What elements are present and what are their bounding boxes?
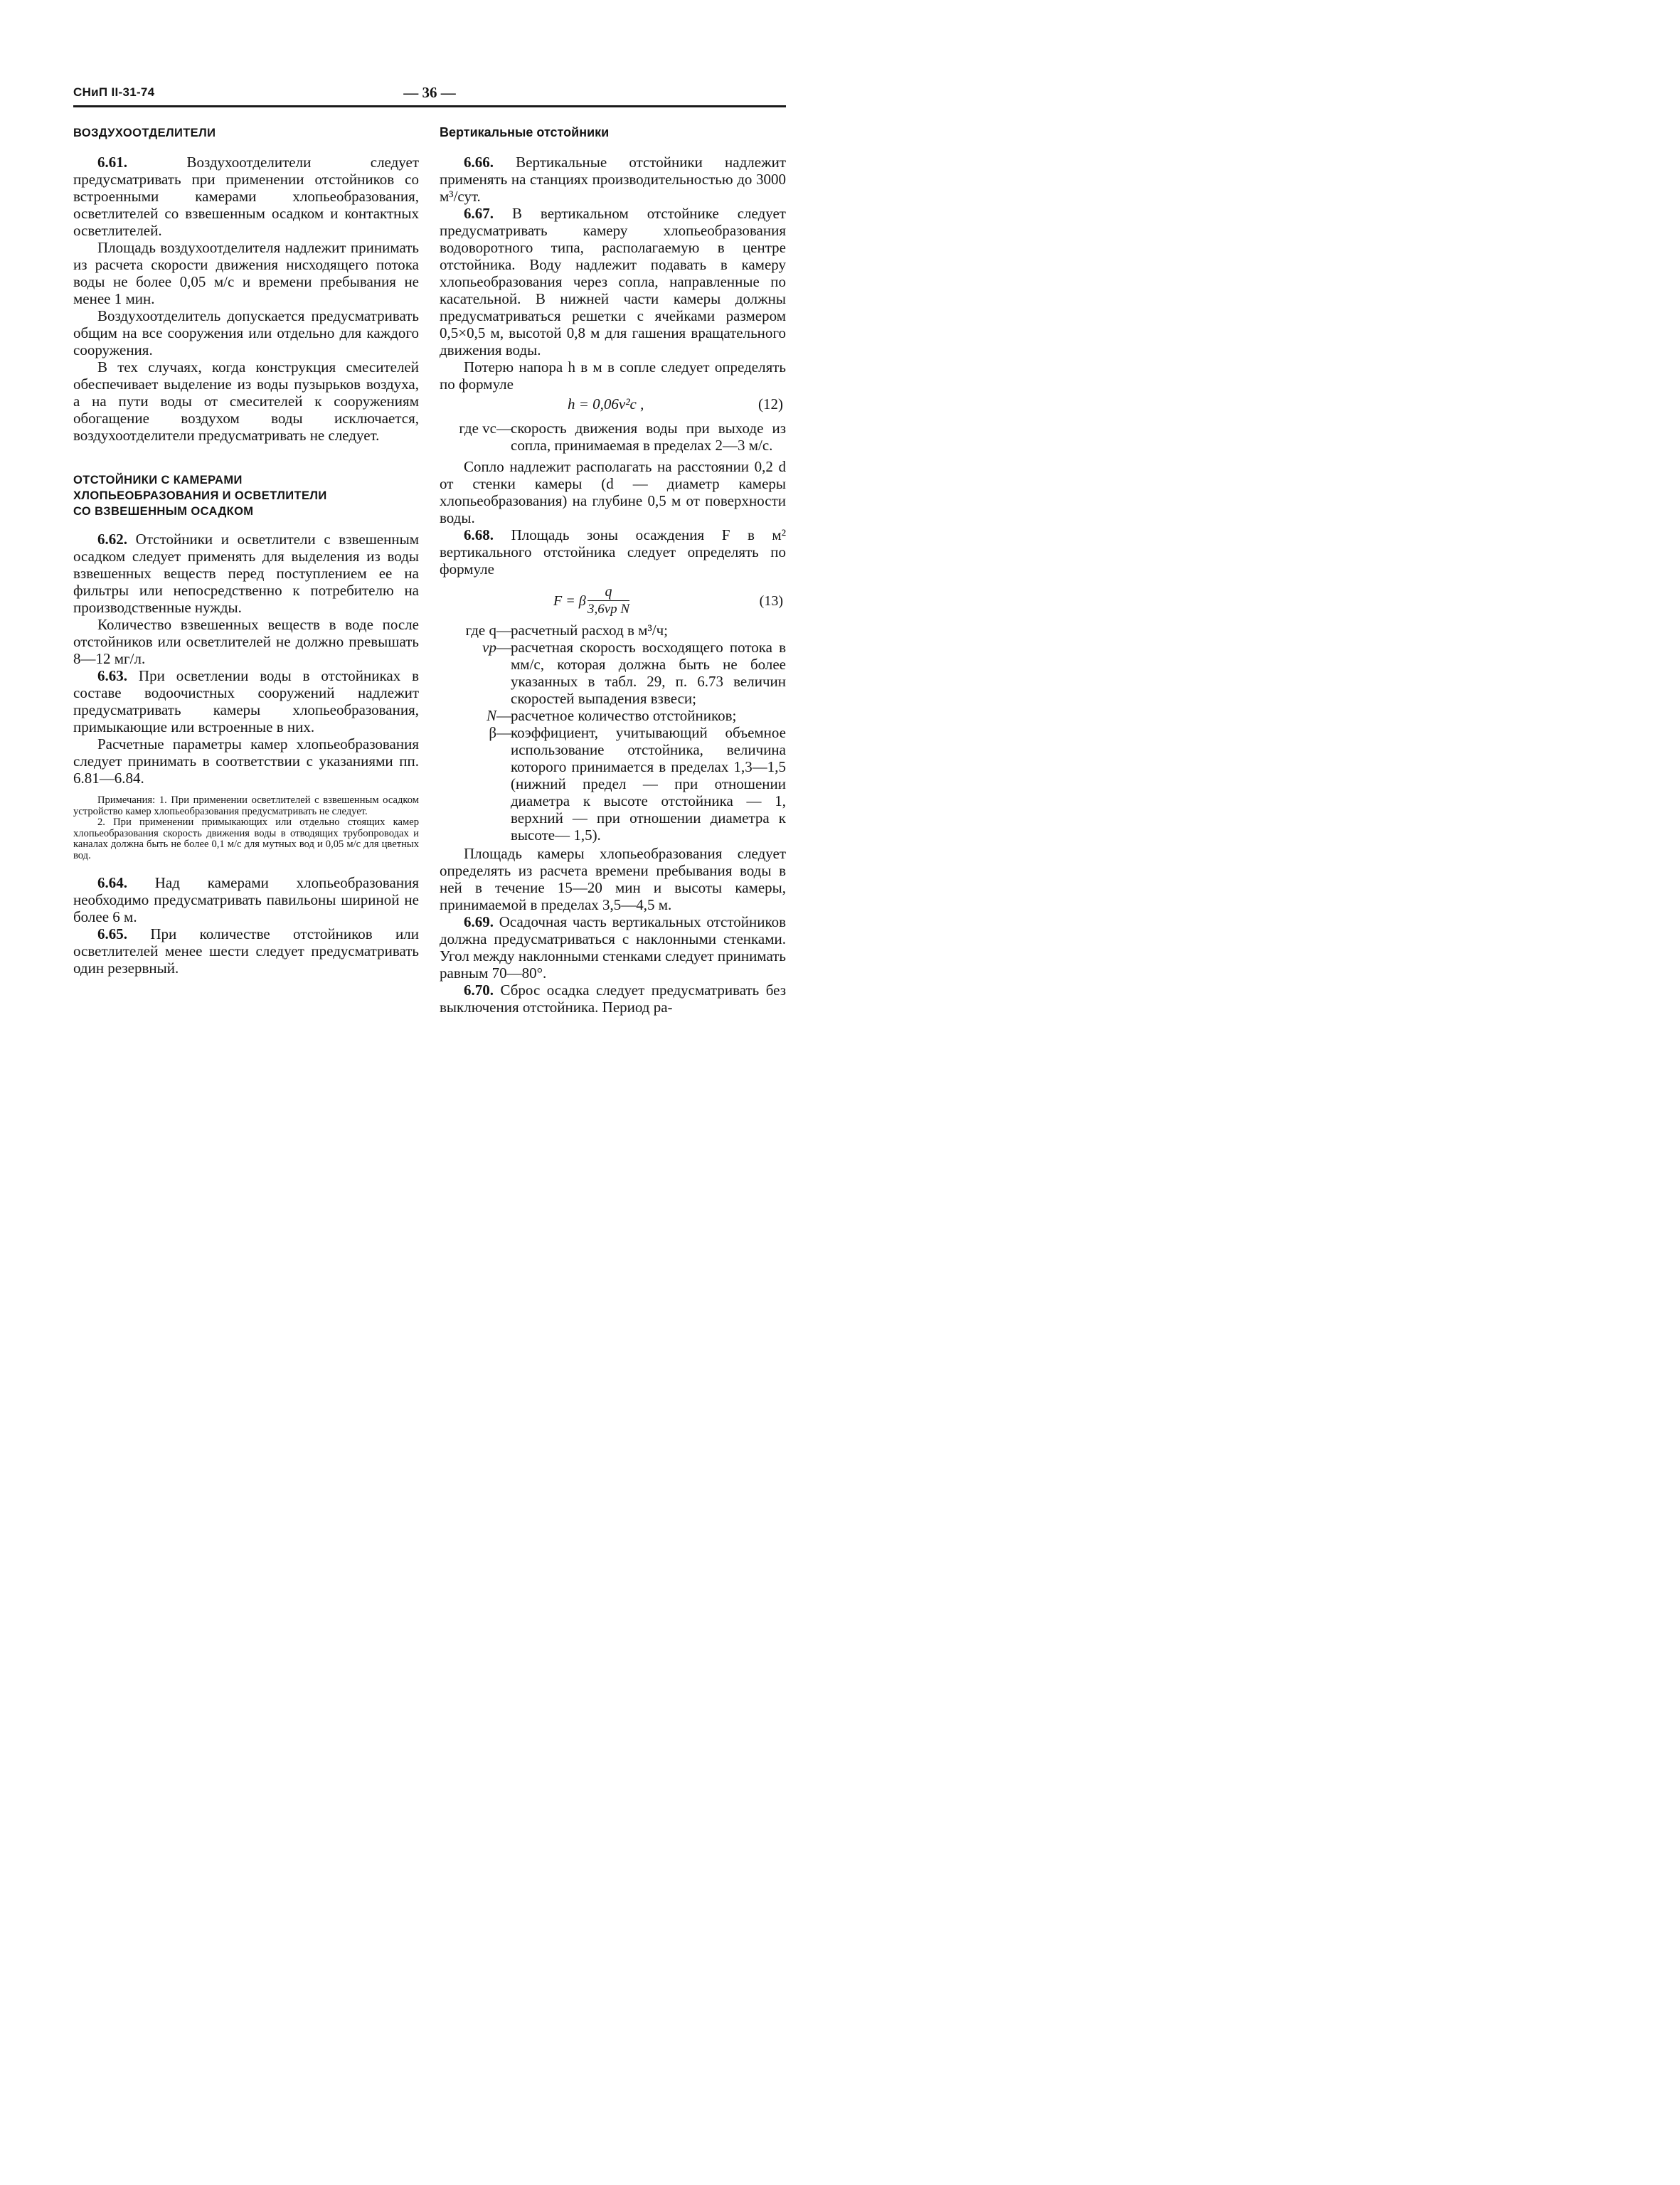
where-n — [440, 707, 786, 724]
formula-fraction — [588, 583, 629, 618]
header-rule — [73, 105, 786, 107]
paragraph-text: Площадь камеры хлопьеобразования следует определять из расчета времени пребывания воды в ней в течение 15—20 мин и высоты камеры, принимаемой в пределах 3,5—4,5 м. — [440, 845, 786, 913]
section-heading-air-separators: ВОЗДУХООТДЕЛИТЕЛИ — [73, 127, 216, 139]
dash-glyph: — — [496, 639, 511, 656]
left-column — [73, 122, 419, 977]
paragraph-6-61 — [73, 154, 419, 239]
where-vp — [440, 639, 786, 707]
paragraph-text: Количество взвешенных веществ в воде после отстойников или осветлителей не должно превышать 8—12 мг/л. — [73, 616, 419, 667]
paragraph-6-64 — [73, 874, 419, 925]
paragraph-text: Сопло надлежит располагать на расстоянии 0,2 d от стенки камеры (d — диаметр камеры хлопьеобразования) на глубине 0,5 м от поверхности воды. — [440, 458, 786, 526]
fraction-numerator: q — [588, 583, 629, 601]
paragraph-text: При количестве отстойников или осветлителей менее шести следует предусматривать один резервный. — [73, 925, 420, 977]
notes-block — [73, 795, 419, 861]
paragraph-text: Потерю напора h в м в сопле следует определять по формуле — [440, 358, 786, 393]
paragraph-text: Осадочная часть вертикальных отстойников должна предусматриваться с наклонными стенками. Угол между наклонными стенками следует принимать равным 70—80°. — [440, 913, 786, 982]
note-2: 2. При применении примыкающих или отдельно стоящих камер хлопьеобразования скорость движения воды в отводящих трубопроводах и каналах должна быть не более 0,1 м/с для мутных вод и 0,05 м/с для цветных вод. — [73, 817, 419, 861]
note-text: 1. При применении осветлителей с взвешенным осадком устройство камер хлопьеобразования предусматривать не следует. — [73, 794, 419, 817]
paragraph-text: При осветлении воды в отстойниках в составе водоочистных сооружений надлежит предусматривать камеры хлопьеобразования, примыкающие или встроенные в них. — [73, 667, 420, 735]
paragraph-6-67 — [440, 205, 786, 358]
dash-glyph: — — [496, 622, 511, 639]
symbol: β — [489, 724, 496, 741]
equation-number: (13) — [759, 593, 783, 609]
section-heading-vertical-settlers: Вертикальные отстойники — [440, 125, 610, 139]
paragraph-6-66 — [440, 154, 786, 205]
clause-number: 6.66. — [464, 154, 494, 171]
paragraph-6-62 — [73, 531, 419, 616]
notes-label: Примечания: — [97, 794, 156, 806]
paragraph-text: Воздухоотделитель допускается предусматривать общим на все сооружения или отдельно для каждого сооружения. — [73, 307, 419, 358]
paragraph-text: Расчетные параметры камер хлопьеобразования следует принимать в соответствии с указаниями пп. 6.81—6.84. — [73, 735, 419, 787]
paragraph-text: Вертикальные отстойники надлежит применять на станциях производительностью до 3000 м³/сут. — [440, 154, 786, 205]
paragraph-text: Над камерами хлопьеобразования необходимо предусматривать павильоны шириной не более 6 м. — [73, 874, 419, 925]
paragraph-text: Сброс осадка следует предусматривать без выключения отстойника. Период ра- — [440, 982, 787, 1016]
heading-line: ХЛОПЬЕОБРАЗОВАНИЯ И ОСВЕТЛИТЕЛИ — [73, 489, 327, 502]
heading-line: ОТСТОЙНИКИ С КАМЕРАМИ — [73, 474, 243, 487]
paragraph-text: Площадь зоны осаждения F в м² вертикального отстойника следует определять по формуле — [440, 526, 787, 578]
where-beta — [440, 724, 786, 844]
symbol: где q — [465, 622, 496, 639]
formula-lhs: F = β — [553, 593, 586, 609]
symbol: N — [486, 707, 496, 724]
symbol-description: скорость движения воды при выходе из сопла, принимаемая в пределах 2—3 м/с. — [511, 420, 786, 454]
clause-number: 6.69. — [464, 913, 494, 930]
paragraph-text: Отстойники и осветлители с взвешенным осадком следует применять для выделения из воды взвешенных веществ перед поступлением ее на фильтры или непосредственно к потребителю на производственные нужды. — [73, 531, 420, 616]
page-number: — 36 — — [403, 84, 456, 101]
paragraph-text: В вертикальном отстойнике следует предусматривать камеру хлопьеобразования водоворотного типа, располагаемую в центре отстойника. Воду надлежит подавать в камеру хлопьеобразования через сопла, направленные по касательной. В нижней части камеры должны предусматриваться решетки с ячейками размером 0,5×0,5 м, высотой 0,8 м для гашения вращательного движения воды. — [440, 205, 786, 358]
equation-number: (12) — [758, 395, 783, 413]
where-vc — [440, 420, 786, 454]
clause-number: 6.70. — [464, 982, 494, 999]
clause-number: 6.68. — [464, 526, 494, 543]
section-heading-settlers — [73, 472, 419, 519]
clause-number: 6.64. — [97, 874, 127, 891]
page-header — [73, 84, 786, 108]
heading-line: СО ВЗВЕШЕННЫМ ОСАДКОМ — [73, 505, 254, 518]
symbol-description: расчетный расход в м³/ч; — [511, 622, 668, 639]
document-code: СНиП II-31-74 — [73, 85, 155, 99]
symbol: vр — [482, 639, 496, 656]
paragraph-text: В тех случаях, когда конструкция смесителей обеспечивает выделение из воды пузырьков воздуха, а на пути воды от смесителей к сооружениям обогащение воздухом воды исключается, воздухоотделители предусматривать не следует. — [73, 358, 419, 444]
paragraph-text: Воздухоотделители следует предусматривать при применении отстойников со встроенными камерами хлопьеобразования, осветлителей со взвешенным осадком и контактных осветлителей. — [73, 154, 419, 239]
formula-12 — [440, 395, 786, 420]
paragraph-6-63 — [73, 667, 419, 735]
clause-number: 6.67. — [464, 205, 494, 222]
formula-13 — [440, 583, 786, 619]
clause-number: 6.61. — [97, 154, 127, 171]
note-1 — [73, 795, 419, 817]
dash-glyph: — — [496, 707, 511, 724]
symbol: где vс — [459, 420, 496, 437]
paragraph-6-65 — [73, 925, 419, 977]
symbol-description: коэффициент, учитывающий объемное использование отстойника, величина которого принимается в пределах 1,3—1,5 (нижний предел — при отношении диаметра к высоте отстойника — 1, верхний — при отношении диаметра к высоте— 1,5). — [511, 724, 786, 844]
symbol-description: расчетное количество отстойников; — [511, 707, 737, 724]
dash-glyph: — — [496, 420, 511, 437]
clause-number: 6.63. — [97, 667, 127, 684]
right-column — [440, 122, 786, 1016]
clause-number: 6.65. — [97, 925, 127, 942]
clause-number: 6.62. — [97, 531, 127, 548]
paragraph-text: Площадь воздухоотделителя надлежит принимать из расчета скорости движения нисходящего потока воды не более 0,05 м/с и времени пребывания не менее 1 мин. — [73, 239, 419, 307]
fraction-denominator: 3,6vр N — [588, 602, 630, 617]
symbol-description: расчетная скорость восходящего потока в мм/с, которая должна быть не более указанных в табл. 29, п. 6.73 величин скоростей выпадения взвеси; — [511, 639, 786, 707]
dash-glyph: — — [496, 724, 511, 741]
paragraph-6-68 — [440, 526, 786, 578]
paragraph-6-70 — [440, 982, 786, 1016]
where-q — [440, 622, 786, 639]
paragraph-6-69 — [440, 913, 786, 982]
formula-expression: h = 0,06v²с , — [568, 395, 644, 413]
